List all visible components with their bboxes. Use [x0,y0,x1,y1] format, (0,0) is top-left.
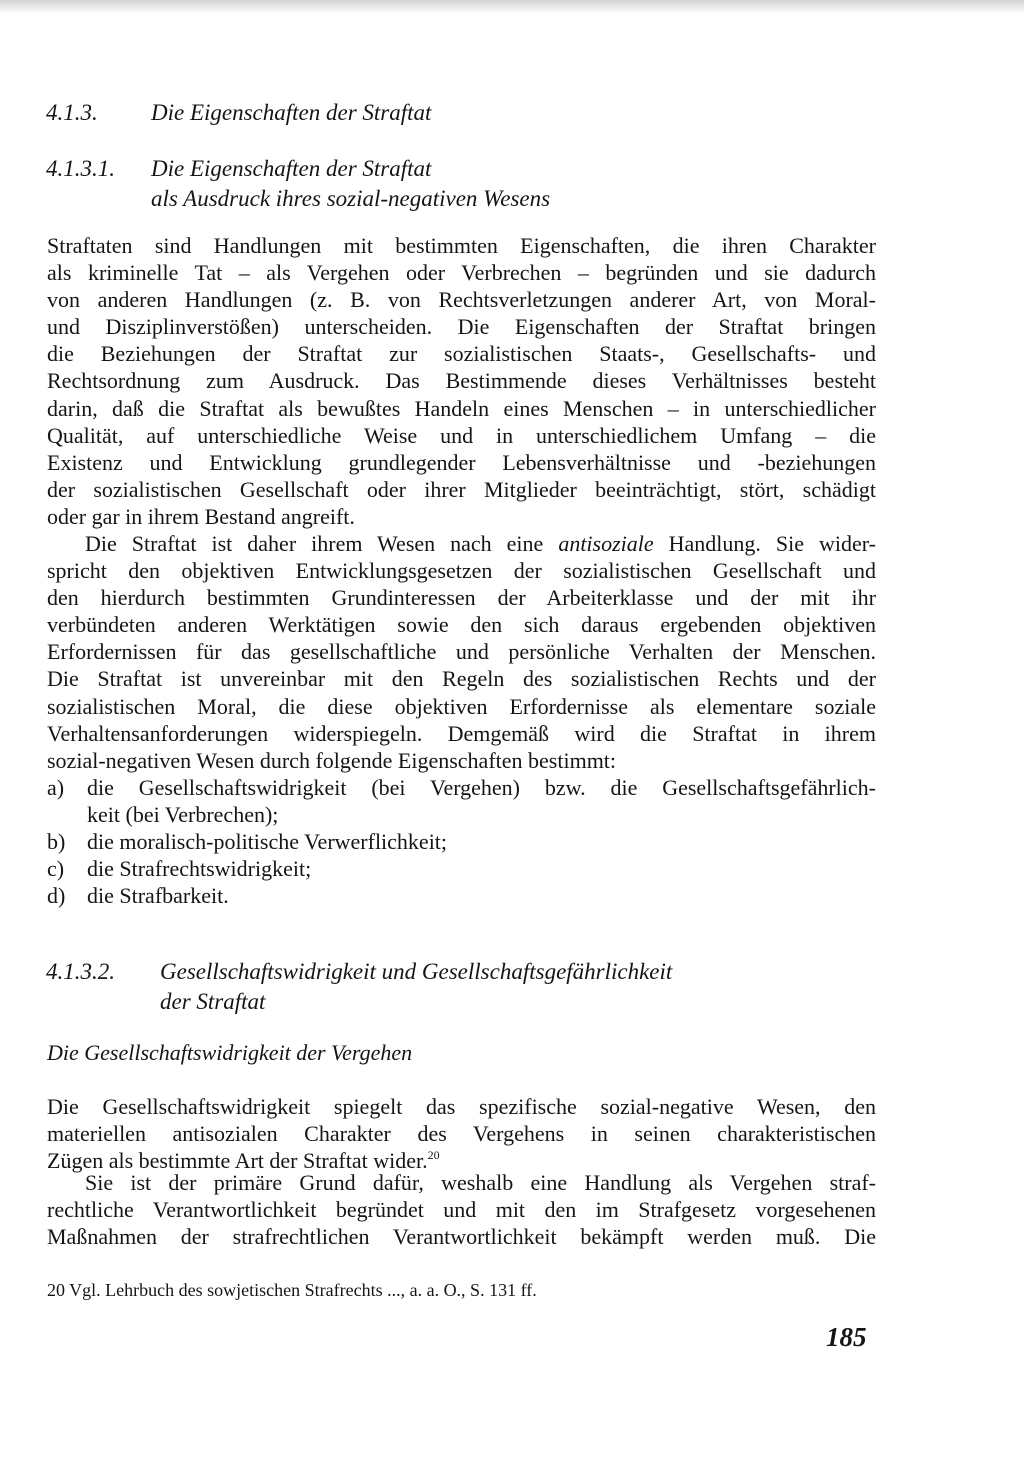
text-line: Qualität, auf unterschiedliche Weise und in unterschiedlichem Umfang – die [47,422,876,448]
text-line: der sozialistischen Gesellschaft oder ihrer Mitglieder beeinträchtigt, stört, schädigt [47,476,876,502]
text-line: Verhaltensanforderungen widerspiegeln. Demgemäß wird die Straftat in ihrem [47,720,876,746]
list-text [87,774,876,828]
section-title-line: der Straftat [160,989,266,1014]
section-title [151,154,550,214]
text-line [47,530,876,557]
section-number: 4.1.3.1. [46,156,115,181]
text-line: Straftaten sind Handlungen mit bestimmten Eigenschaften, die ihren Charakter [47,233,876,258]
section-title [151,98,431,128]
text-run: Handlung. Sie wider- [653,531,876,556]
section-number: 4.1.3.2. [46,959,115,984]
text-line: verbündeten anderen Werktätigen sowie den sich daraus ergebenden objektiven [47,612,876,638]
body-paragraph-1 [47,232,876,530]
list-text [87,828,876,855]
text-line: als kriminelle Tat – als Vergehen oder Verbrechen – begründen und sie dadurch [47,260,876,286]
section-title [160,957,672,1017]
text-line: sozial-negativen Wesen durch folgende Eigenschaften bestimmt: [47,747,617,773]
text-line: Erfordernissen für das gesellschaftliche und persönliche Verhalten der Menschen. [47,639,876,665]
text-line: materiellen antisozialen Charakter des Vergehens in seinen charakteristischen [47,1121,876,1147]
section-title-line: als Ausdruck ihres sozial-negativen Wesens [151,186,551,211]
text-line: Existenz und Entwicklung grundlegender Lebensverhältnisse und -beziehungen [47,449,876,475]
section-title-line: Gesellschaftswidrigkeit und Gesellschaftsgefährlichkeit [160,959,673,984]
text-run: Zügen als bestimmte Art der Straftat wider. [47,1148,428,1174]
text-line: die Gesellschaftswidrigkeit (bei Vergehen) bzw. die Gesellschaftsgefährlich- [87,775,876,800]
text-line: darin, daß die Straftat als bewußtes Handeln eines Menschen – in unterschiedlicher [47,395,876,421]
subheading: Die Gesellschaftswidrigkeit der Vergehen [47,1040,413,1065]
page-number: 185 [826,1322,867,1352]
text-line: oder gar in ihrem Bestand angreift. [47,503,355,529]
text-line: den hierdurch bestimmten Grundinteressen der Arbeiterklasse und der mit ihr [47,585,876,611]
text-line: die moralisch-politische Verwerflichkeit; [87,829,448,854]
text-line: Die Straftat ist unvereinbar mit den Regeln des sozialistischen Rechts und der [47,666,876,692]
body-paragraph-4 [47,1169,876,1250]
text-line: rechtliche Verantwortlichkeit begründet und mit den im Strafgesetz vorgesehenen [47,1197,876,1223]
list-marker: a) [47,775,65,800]
emphasis-text: antisoziale [558,531,654,556]
list-marker: d) [47,883,66,908]
footnote-reference: 20 [427,1148,440,1163]
text-line: Rechtsordnung zum Ausdruck. Das Bestimmende dieses Verhältnisses besteht [47,368,876,394]
list-text [87,855,876,882]
text-line: Sie ist der primäre Grund dafür, weshalb eine Handlung als Vergehen straf- [85,1170,876,1195]
text-line: die Beziehungen der Straftat zur sozialistischen Staats-, Gesellschafts- und [47,341,876,367]
text-line: die Strafbarkeit. [87,883,229,908]
text-line: sozialistischen Moral, die diese objektiven Erfordernisse als elementare soziale [47,693,876,719]
section-title-line: Die Eigenschaften der Straftat [151,100,432,125]
footnote: 20 Vgl. Lehrbuch des sowjetischen Strafrechts ..., a. a. O., S. 131 ff. [47,1280,537,1300]
section-title-line: Die Eigenschaften der Straftat [151,156,432,181]
text-line: keit (bei Verbrechen); [87,802,279,828]
body-paragraph-2 [47,530,876,774]
text-run: Die Straftat ist daher ihrem Wesen nach eine [85,531,559,556]
scan-edge [0,0,1024,14]
list-marker: c) [47,856,65,881]
list-marker: b) [47,829,66,854]
text-line: und Disziplinverstößen) unterscheiden. Die Eigenschaften der Straftat bringen [47,314,876,340]
text-line: die Strafrechtswidrigkeit; [87,856,312,881]
section-number: 4.1.3. [46,100,98,125]
text-line: spricht den objektiven Entwicklungsgesetzen der sozialistischen Gesellschaft und [47,558,876,584]
list-text [87,882,876,909]
text-line: Die Gesellschaftswidrigkeit spiegelt das spezifische sozial-negative Wesen, den [47,1094,876,1119]
body-paragraph-3 [47,1093,876,1174]
text-line: Maßnahmen der strafrechtlichen Verantwortlichkeit bekämpft werden muß. Die [47,1224,876,1250]
text-line: von anderen Handlungen (z. B. von Rechtsverletzungen anderer Art, von Moral- [47,287,876,313]
